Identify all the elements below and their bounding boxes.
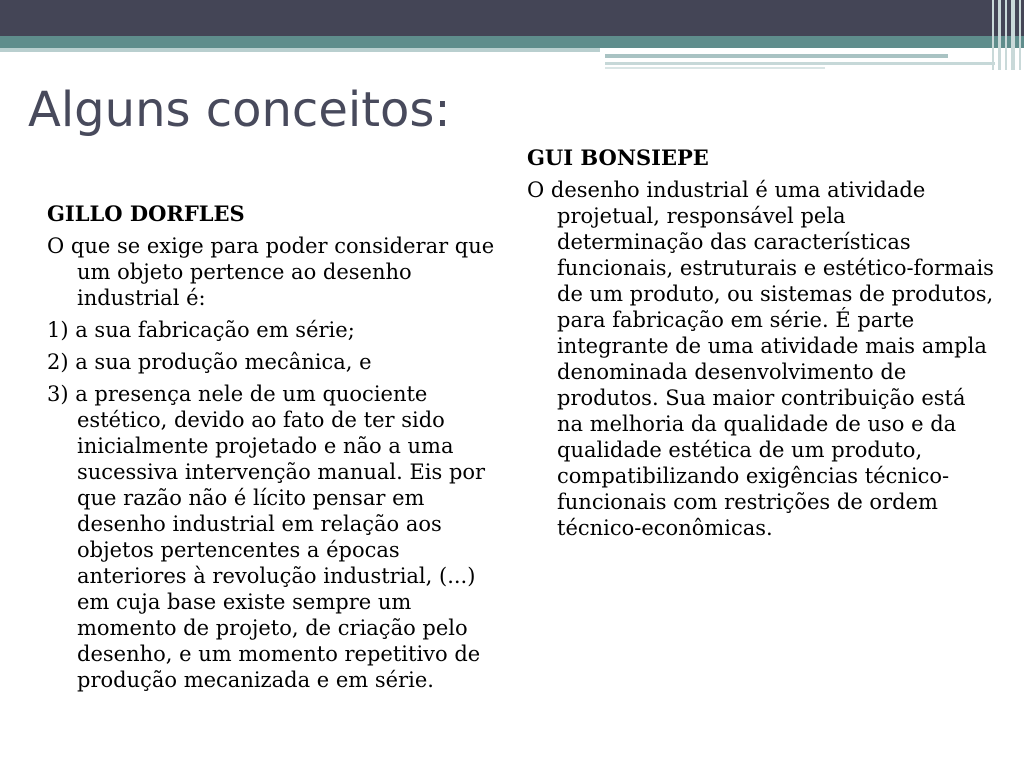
decorative-line bbox=[605, 67, 825, 69]
author-name: GUI BONSIEPE bbox=[527, 145, 709, 170]
header-teal-light-line bbox=[0, 48, 600, 52]
left-column bbox=[47, 201, 497, 699]
decorative-line bbox=[605, 54, 948, 58]
paragraph: O que se exige para poder considerar que um objeto pertence ao desenho industrial é: bbox=[47, 234, 495, 310]
right-column bbox=[527, 145, 997, 547]
list-item: 2) a sua produção mecânica, e bbox=[47, 350, 372, 374]
list-item: 1) a sua fabricação em série; bbox=[47, 318, 355, 342]
author-name: GILLO DORFLES bbox=[47, 201, 245, 226]
decorative-stripes bbox=[990, 0, 1024, 70]
paragraph: O desenho industrial é uma atividade projetual, responsável pela determinação das características funcionais, estruturais e estético-formais de um produto, ou sistemas de produtos, para fabricação em série. É parte integrante de uma atividade mais ampla denominada desenvolvimento de produtos. Sua maior contribuição está na melhoria da qualidade de uso e da qualidade estética de um produto, compatibilizando exigências técnico-funcionais com restrições de ordem técnico-econômicas. bbox=[527, 178, 994, 540]
decorative-line bbox=[605, 62, 995, 65]
list-item: 3) a presença nele de um quociente estético, devido ao fato de ter sido inicialmente projetado e não a uma sucessiva intervenção manual. Eis por que razão não é lícito pensar em desenho industrial em relação aos objetos pertencentes a épocas anteriores à revolução industrial, (...) em cuja base existe sempre um momento de projeto, de criação pelo desenho, e um momento repetitivo de produção mecanizada e em série. bbox=[47, 382, 486, 692]
slide-title: Alguns conceitos: bbox=[28, 82, 451, 138]
header-dark-band bbox=[0, 0, 1024, 36]
header-teal-band bbox=[0, 36, 1024, 48]
